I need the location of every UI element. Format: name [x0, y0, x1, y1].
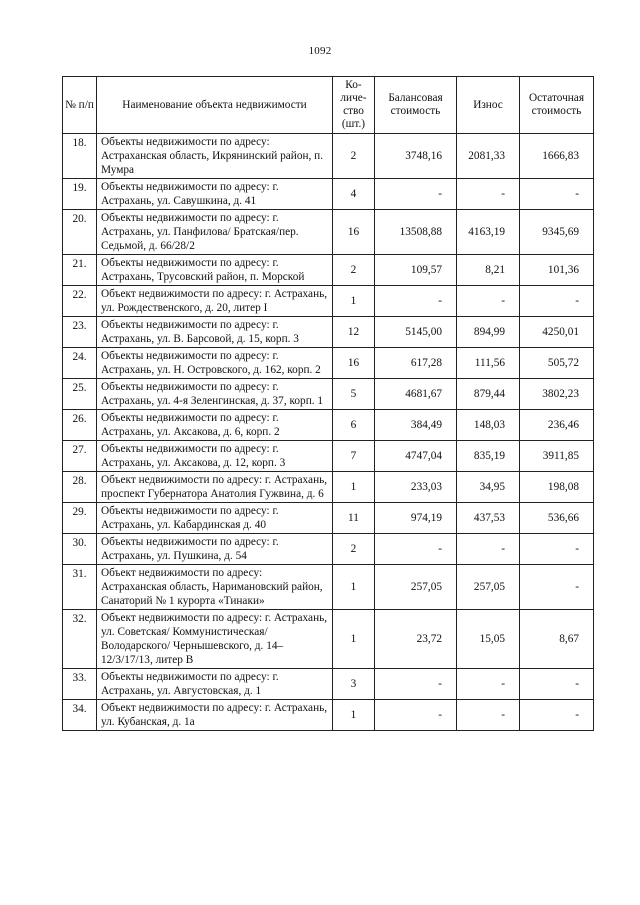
residual-value: 3911,85: [520, 441, 594, 472]
object-name: Объекты недвижимости по адресу: г. Астрахань, ул. Аксакова, д. 6, корп. 2: [97, 410, 333, 441]
wear-value: 835,19: [457, 441, 520, 472]
residual-value: 8,67: [520, 610, 594, 669]
row-number: 26.: [63, 410, 97, 441]
table-row: [63, 210, 594, 255]
header-qty: Ко-личе-ство (шт.): [333, 77, 375, 134]
table-row: [63, 610, 594, 669]
balance-value: -: [375, 286, 457, 317]
row-number: 18.: [63, 134, 97, 179]
object-name: Объекты недвижимости по адресу: Астраханская область, Икрянинский район, п. Мумра: [97, 134, 333, 179]
object-name: Объекты недвижимости по адресу: г. Астрахань, ул. Панфилова/ Братская/пер. Седьмой, д. 66/28/2: [97, 210, 333, 255]
balance-value: 23,72: [375, 610, 457, 669]
balance-value: 5145,00: [375, 317, 457, 348]
object-name: Объекты недвижимости по адресу: г. Астрахань, ул. 4-я Зеленгинская, д. 37, корп. 1: [97, 379, 333, 410]
wear-value: 15,05: [457, 610, 520, 669]
wear-value: -: [457, 669, 520, 700]
table-row: [63, 410, 594, 441]
balance-value: 3748,16: [375, 134, 457, 179]
table-row: [63, 503, 594, 534]
balance-value: -: [375, 179, 457, 210]
residual-value: -: [520, 565, 594, 610]
wear-value: -: [457, 179, 520, 210]
object-name: Объекты недвижимости по адресу: г. Астрахань, ул. Кабардинская д. 40: [97, 503, 333, 534]
row-number: 25.: [63, 379, 97, 410]
object-name: Объекты недвижимости по адресу: г. Астрахань, ул. Савушкина, д. 41: [97, 179, 333, 210]
residual-value: 101,36: [520, 255, 594, 286]
row-number: 31.: [63, 565, 97, 610]
row-number: 29.: [63, 503, 97, 534]
quantity: 2: [333, 534, 375, 565]
row-number: 23.: [63, 317, 97, 348]
table-row: [63, 348, 594, 379]
table-row: [63, 379, 594, 410]
object-name: Объект недвижимости по адресу: г. Астрахань, ул. Рождественского, д. 20, литер I: [97, 286, 333, 317]
table-row: [63, 134, 594, 179]
quantity: 3: [333, 669, 375, 700]
quantity: 16: [333, 210, 375, 255]
header-wear: Износ: [457, 77, 520, 134]
residual-value: -: [520, 286, 594, 317]
residual-value: -: [520, 700, 594, 731]
wear-value: 148,03: [457, 410, 520, 441]
balance-value: 384,49: [375, 410, 457, 441]
quantity: 5: [333, 379, 375, 410]
balance-value: 257,05: [375, 565, 457, 610]
wear-value: 894,99: [457, 317, 520, 348]
wear-value: 2081,33: [457, 134, 520, 179]
property-table: [62, 76, 594, 731]
row-number: 34.: [63, 700, 97, 731]
object-name: Объекты недвижимости по адресу: г. Астрахань, Трусовский район, п. Морской: [97, 255, 333, 286]
table-row: [63, 286, 594, 317]
row-number: 20.: [63, 210, 97, 255]
table-row: [63, 317, 594, 348]
wear-value: 34,95: [457, 472, 520, 503]
wear-value: 111,56: [457, 348, 520, 379]
balance-value: 109,57: [375, 255, 457, 286]
object-name: Объект недвижимости по адресу: г. Астрахань, ул. Советская/ Коммунистическая/Володарского/ Чернышевского, д. 14–12/3/17/13, литер В: [97, 610, 333, 669]
residual-value: 505,72: [520, 348, 594, 379]
balance-value: 4747,04: [375, 441, 457, 472]
quantity: 1: [333, 610, 375, 669]
balance-value: 974,19: [375, 503, 457, 534]
quantity: 2: [333, 255, 375, 286]
wear-value: 257,05: [457, 565, 520, 610]
table-row: [63, 534, 594, 565]
row-number: 30.: [63, 534, 97, 565]
balance-value: 13508,88: [375, 210, 457, 255]
balance-value: -: [375, 700, 457, 731]
table-row: [63, 472, 594, 503]
balance-value: 233,03: [375, 472, 457, 503]
table-header: [63, 77, 594, 134]
table-row: [63, 565, 594, 610]
row-number: 22.: [63, 286, 97, 317]
object-name: Объекты недвижимости по адресу: г. Астрахань, ул. Аксакова, д. 12, корп. 3: [97, 441, 333, 472]
residual-value: 198,08: [520, 472, 594, 503]
wear-value: -: [457, 534, 520, 565]
object-name: Объекты недвижимости по адресу: г. Астрахань, ул. Пушкина, д. 54: [97, 534, 333, 565]
residual-value: -: [520, 534, 594, 565]
quantity: 4: [333, 179, 375, 210]
wear-value: 879,44: [457, 379, 520, 410]
quantity: 6: [333, 410, 375, 441]
residual-value: -: [520, 669, 594, 700]
header-residual: Остаточная стоимость: [520, 77, 594, 134]
balance-value: 617,28: [375, 348, 457, 379]
row-number: 32.: [63, 610, 97, 669]
quantity: 1: [333, 565, 375, 610]
object-name: Объекты недвижимости по адресу: г. Астрахань, ул. Августовская, д. 1: [97, 669, 333, 700]
quantity: 1: [333, 286, 375, 317]
table-row: [63, 441, 594, 472]
row-number: 19.: [63, 179, 97, 210]
table-row: [63, 255, 594, 286]
object-name: Объекты недвижимости по адресу: г. Астрахань, ул. Н. Островского, д. 162, корп. 2: [97, 348, 333, 379]
quantity: 1: [333, 472, 375, 503]
balance-value: -: [375, 534, 457, 565]
object-name: Объект недвижимости по адресу: г. Астрахань, ул. Кубанская, д. 1а: [97, 700, 333, 731]
table-row: [63, 179, 594, 210]
table-body: [63, 134, 594, 731]
object-name: Объект недвижимости по адресу: г. Астрахань, проспект Губернатора Анатолия Гужвина, д. 6: [97, 472, 333, 503]
residual-value: -: [520, 179, 594, 210]
object-name: Объект недвижимости по адресу: Астраханская область, Наримановский район, Санаторий № 1 курорта «Тинаки»: [97, 565, 333, 610]
wear-value: 437,53: [457, 503, 520, 534]
residual-value: 1666,83: [520, 134, 594, 179]
header-balance: Балансовая стоимость: [375, 77, 457, 134]
wear-value: 4163,19: [457, 210, 520, 255]
residual-value: 9345,69: [520, 210, 594, 255]
header-num: № п/п: [63, 77, 97, 134]
table-row: [63, 669, 594, 700]
wear-value: -: [457, 286, 520, 317]
wear-value: 8,21: [457, 255, 520, 286]
quantity: 1: [333, 700, 375, 731]
wear-value: -: [457, 700, 520, 731]
row-number: 27.: [63, 441, 97, 472]
balance-value: -: [375, 669, 457, 700]
object-name: Объекты недвижимости по адресу: г. Астрахань, ул. В. Барсовой, д. 15, корп. 3: [97, 317, 333, 348]
row-number: 33.: [63, 669, 97, 700]
quantity: 16: [333, 348, 375, 379]
balance-value: 4681,67: [375, 379, 457, 410]
row-number: 21.: [63, 255, 97, 286]
quantity: 11: [333, 503, 375, 534]
residual-value: 536,66: [520, 503, 594, 534]
residual-value: 4250,01: [520, 317, 594, 348]
quantity: 2: [333, 134, 375, 179]
row-number: 28.: [63, 472, 97, 503]
residual-value: 3802,23: [520, 379, 594, 410]
row-number: 24.: [63, 348, 97, 379]
quantity: 7: [333, 441, 375, 472]
table-row: [63, 700, 594, 731]
residual-value: 236,46: [520, 410, 594, 441]
header-name: Наименование объекта недвижимости: [97, 77, 333, 134]
page-number: 1092: [308, 45, 332, 57]
quantity: 12: [333, 317, 375, 348]
